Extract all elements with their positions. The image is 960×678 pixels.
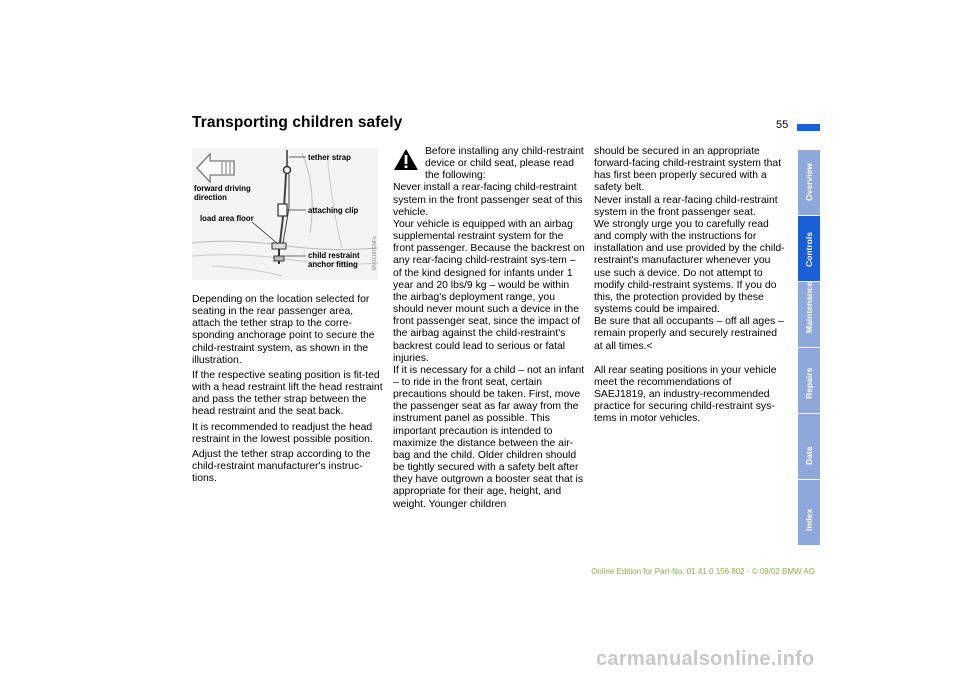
tab-data[interactable]: Data [798,414,820,479]
paragraph: Adjust the tether strap according to the child-restraint manufacturer's instruc-tions. [192,448,371,485]
label-attaching-clip: attaching clip [308,206,359,215]
warning-icon [393,148,419,172]
page-marker [797,124,820,131]
tab-overview[interactable]: Overview [798,150,820,215]
tab-maintenance[interactable]: Maintenance [798,282,820,347]
label-tether-strap: tether strap [308,153,351,162]
warning-text: Before installing any child-restraint device or child seat, please read the following: Never install a rear-facing child-restraint system in the front passenger seat of this vehicle. Your vehicle is equipped with an airbag supplemental restraint system for the front passenger. Because the backrest on any rear-facing child-restraint sys-tem – of the kind designed for infants under 1 year and 20 lbs/9 kg – would be within the airbag's deployment range, you should never mount such a device in the front passenger seat, since the impact of the airbag against the child-restraint's backrest could lead to serious or fatal injuries. If it is necessary for a child – not an infant – to ride in the front seat, certain precautions should be taken. First, move the passenger seat as far away from the instrument panel as possible. This important precaution is intended to maximize the distance between the air-bag and the child. Older children should be tightly secured with a safety belt after they have outgrown a booster seat that is appropriate for their age, height, and weight. Younger children [393,146,585,510]
page-title: Transporting children safely [192,114,403,131]
section-tabs [798,150,820,546]
tab-index[interactable]: Index [798,480,820,545]
footer-edition: Online Edition for Part-No. 01 41 0 156 802 - © 09/02 BMW AG [591,567,815,576]
column-2 [393,146,586,511]
label-forward-1: forward driving [194,184,251,193]
column-3-text: should be secured in an appropriate forward-facing child-restraint system that has first been properly secured with a safety belt. Never install a rear-facing child-restraint system in the front passenger seat. We strongly urge you to carefully read and comply with the instructions for installation and use provided by the child-restraint's manufacturer whenever you use such a device. Do not attempt to modify child-restraint systems. If you do this, the protection provided by these systems could be impaired. Be sure that all occupants – off all ages – remain properly and securely restrained at all times.< All rear seating positions in your vehicle meet the recommendations of SAEJ1819, an industry-recommended practice for securing child-restraint sys-tems in motor vehicles. [594,146,785,425]
label-anchor-1: child restraint [308,251,360,260]
column-1 [192,294,384,488]
tether-strap-illustration [192,148,378,280]
paragraph: It is recommended to readjust the head restraint in the lowest possible position. [192,421,373,445]
label-forward-2: direction [194,193,227,202]
tab-repairs[interactable]: Repairs [798,348,820,413]
paragraph: If the respective seating position is fit-ted with a head restraint lift the head restraint and pass the tether strap between the head restraint and the seat back. [192,369,383,418]
label-load-area-floor: load area floor [200,214,254,223]
page-number: 55 [776,119,789,131]
tab-controls[interactable]: Controls [798,216,820,281]
label-anchor-2: anchor fitting [308,260,358,269]
paragraph: Depending on the location selected for seating in the rear passenger area, attach the tether strap to the corre-sponding anchorage point to secure the child-restraint system, as shown in the illustration. [192,294,375,366]
watermark: carmanualsonline.info [596,648,815,670]
illustration-code: MV01197ENFa [372,236,378,270]
column-3 [594,146,786,426]
